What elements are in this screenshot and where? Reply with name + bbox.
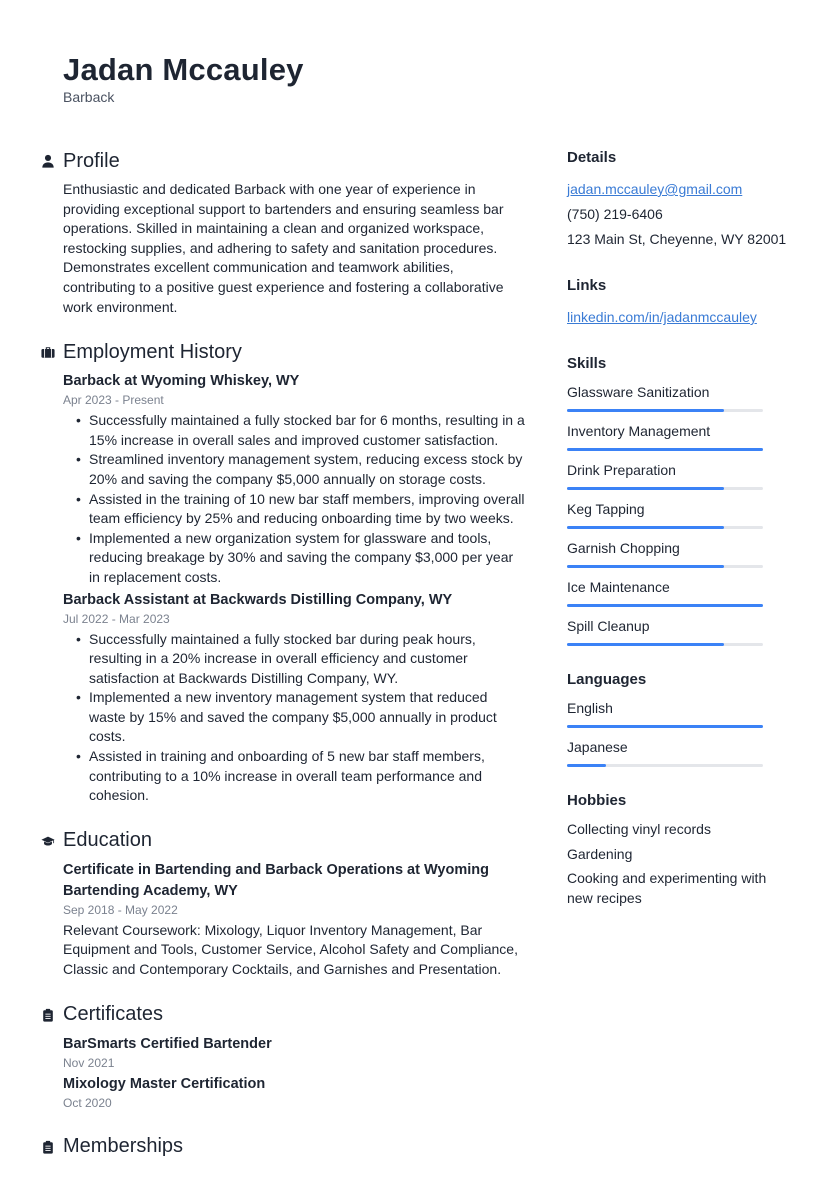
skill-item [567,461,787,490]
languages-heading: Languages [567,671,647,688]
hobbies-section [567,791,787,908]
language-level-bar [567,725,763,728]
skill-level-bar [567,604,763,607]
list-item: • Implemented a new inventory management system that reduced waste by 15% and saved the company $5,000 annually in product costs. [89,688,525,747]
skill-name: Keg Tapping [567,501,645,517]
education-date: Sep 2018 - May 2022 [63,902,178,917]
job-title: Barback at Wyoming Whiskey, WY [63,373,300,390]
skill-level-bar [567,565,763,568]
language-name: English [567,700,613,716]
list-item: • Assisted in the training of 10 new bar staff members, improving overall team efficiency by 25% and reducing onboarding time by two weeks. [89,490,525,529]
employment-section [40,339,525,806]
list-item: • Streamlined inventory management system, reducing excess stock by 20% and saving the company $5,000 annually on storage costs. [89,450,525,489]
education-section [40,828,525,980]
certificates-section [40,1002,525,1112]
skill-level-fill [567,643,724,646]
skill-level-fill [567,604,763,607]
section-title: Certificates [63,1003,164,1026]
skill-item [567,578,787,607]
skill-level-fill [567,409,724,412]
job-bullets [63,411,525,587]
skill-level-bar [567,409,763,412]
graduation-cap-icon [40,833,56,849]
section-title: Memberships [63,1135,184,1158]
education-title: Certificate in Bartending and Barback Operations at Wyoming Bartending Academy, WY [63,861,489,899]
skill-item [567,617,787,646]
address: 123 Main St, Cheyenne, WY 82001 [567,231,787,247]
hobby-item: Collecting vinyl records [567,821,711,837]
links-section [567,276,787,330]
job-title: Barback Assistant at Backwards Distilling Company, WY [63,591,453,608]
list-item: • Successfully maintained a fully stocked bar during peak hours, resulting in a 20% increase in overall efficiency and customer satisfaction at Backwards Distilling Company, WY. [89,630,525,689]
resume-header [63,52,304,106]
certificate-title: BarSmarts Certified Bartender [63,1035,272,1052]
candidate-name: Jadan Mccauley [63,52,304,87]
sidebar-column [567,148,787,932]
skill-level-bar [567,487,763,490]
language-level-bar [567,764,763,767]
section-title: Employment History [63,340,242,363]
clipboard-icon [40,1007,56,1023]
candidate-title: Barback [63,89,115,105]
hobby-item: Cooking and experimenting with new recipes [567,870,767,906]
skill-level-bar [567,643,763,646]
job-entry [63,371,525,587]
clipboard-icon [40,1139,56,1155]
skill-level-fill [567,448,763,451]
profile-heading [40,148,525,174]
list-item: • Assisted in training and onboarding of 5 new bar staff members, contributing to a 10% increase in overall team performance and cohesion. [89,747,525,806]
memberships-heading [40,1134,525,1160]
certificates-heading [40,1002,525,1028]
briefcase-icon [40,344,56,360]
skill-item [567,539,787,568]
details-heading: Details [567,149,617,166]
skills-heading: Skills [567,355,607,372]
memberships-section [40,1134,525,1160]
linkedin-link[interactable]: linkedin.com/in/jadanmccauley [567,309,757,325]
languages-section [567,670,787,767]
language-name: Japanese [567,739,628,755]
skill-name: Ice Maintenance [567,579,670,595]
email-link[interactable]: jadan.mccauley@gmail.com [567,181,743,197]
links-heading: Links [567,277,607,294]
hobbies-heading: Hobbies [567,792,627,809]
skill-name: Garnish Chopping [567,540,680,556]
skill-name: Spill Cleanup [567,618,650,634]
section-title: Education [63,829,152,852]
phone-number: (750) 219-6406 [567,206,663,222]
hobby-item: Gardening [567,845,633,862]
education-heading [40,828,525,854]
skills-section [567,354,787,646]
job-date: Apr 2023 - Present [63,393,164,408]
education-description: Relevant Coursework: Mixology, Liquor Inventory Management, Bar Equipment and Tools, Customer Service, Alcohol Safety and Compliance, Classic and Contemporary Cocktails, and Garnishes and Presentation. [63,921,518,978]
skill-level-bar [567,526,763,529]
skill-name: Glassware Sanitization [567,384,710,400]
person-icon [40,153,56,169]
job-date: Jul 2022 - Mar 2023 [63,611,170,626]
employment-heading [40,339,525,365]
details-section [567,148,787,252]
skill-name: Inventory Management [567,423,711,439]
language-level-fill [567,764,606,767]
certificate-title: Mixology Master Certification [63,1075,266,1092]
skill-item [567,500,787,529]
skill-level-fill [567,526,724,529]
skill-level-fill [567,487,724,490]
language-item [567,738,787,767]
language-item [567,699,787,728]
job-entry [63,590,525,806]
skill-item [567,422,787,451]
list-item: • Successfully maintained a fully stocked bar for 6 months, resulting in a 15% increase in overall sales and improved customer satisfaction. [89,411,525,450]
skill-name: Drink Preparation [567,462,676,478]
profile-summary: Enthusiastic and dedicated Barback with one year of experience in providing exceptional support to bartenders and ensuring seamless bar operations. Skilled in maintaining a clean and organized workspace, restocking supplies, and adhering to safety and sanitation procedures. Demonstrates excellent communication and teamwork abilities, contributing to a positive guest experience and fostering a collaborative work environment. [63,181,504,315]
list-item: • Implemented a new organization system for glassware and tools, reducing breakage by 30% and saving the company $3,000 per year in replacement costs. [89,529,525,588]
language-level-fill [567,725,763,728]
skill-item [567,383,787,412]
skill-level-fill [567,565,724,568]
certificate-date: Oct 2020 [63,1095,112,1110]
section-title: Profile [63,149,120,172]
skill-level-bar [567,448,763,451]
certificate-date: Nov 2021 [63,1055,115,1070]
profile-section [40,148,525,317]
main-column [40,148,525,1182]
job-bullets [63,630,525,806]
